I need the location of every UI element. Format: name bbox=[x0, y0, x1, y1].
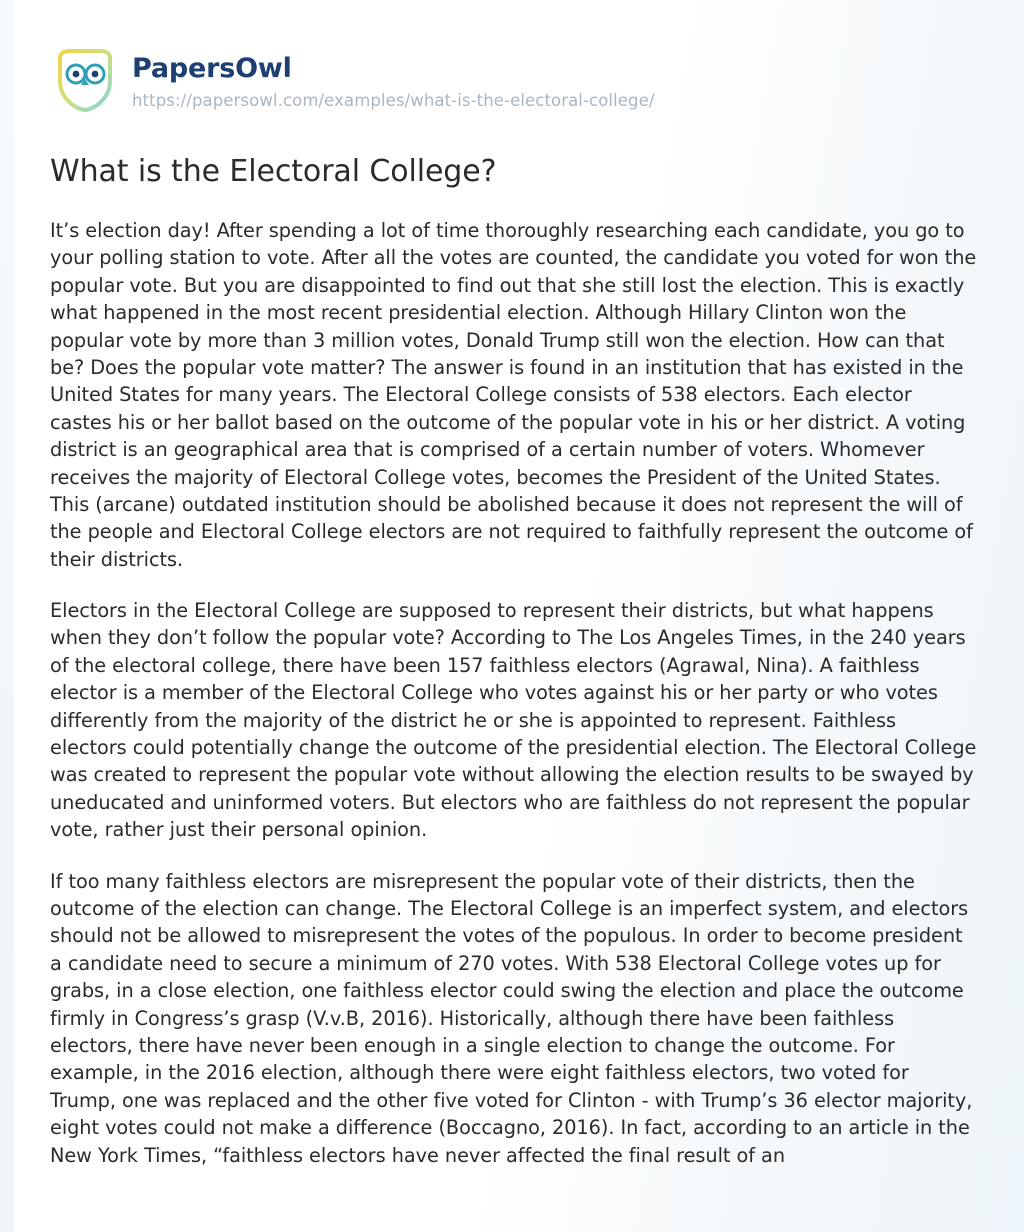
brand-name: PapersOwl bbox=[132, 53, 292, 84]
article-body bbox=[50, 217, 978, 1169]
paragraph: It’s election day! After spending a lot of time thoroughly researching each candidate, you go to your polling station to vote. After all the votes are counted, the candidate you voted for won the popular vote. But you are disappointed to find out that she still lost the election. This is exactly what happened in the most recent presidential election. Although Hillary Clinton won the popular vote by more than 3 million votes, Donald Trump still won the election. How can that be? Does the popular vote matter? The answer is found in an institution that has existed in the United States for many years. The Electoral College consists of 538 electors. Each elector castes his or her ballot based on the outcome of the popular vote in his or her district. A voting district is an geographical area that is comprised of a certain number of voters. Whomever receives the majority of Electoral College votes, becomes the President of the United States. This (arcane) outdated institution should be abolished because it does not represent the will of the people and Electoral College electors are not required to faithfully represent the outcome of their districts. bbox=[50, 219, 977, 571]
site-header bbox=[46, 48, 978, 112]
brand-block bbox=[132, 48, 655, 110]
owl-logo-icon bbox=[54, 48, 116, 112]
paragraph: Electors in the Electoral College are supposed to represent their districts, but what happens when they don’t follow the popular vote? According to The Los Angeles Times, in the 240 years of the electoral college, there have been 157 faithless electors (Agrawal, Nina). A faithless elector is a member of the Electoral College who votes against his or her party or who votes differently from the majority of the district he or she is appointed to represent. Faithless electors could potentially change the outcome of the presidential election. The Electoral College was created to represent the popular vote without allowing the election results to be swayed by uneducated and uninformed voters. But electors who are faithless do not represent the popular vote, rather just their personal opinion. bbox=[50, 599, 977, 842]
page-title: What is the Electoral College? bbox=[50, 154, 497, 189]
source-url[interactable]: https://papersowl.com/examples/what-is-the-electoral-college/ bbox=[132, 90, 655, 110]
paragraph: If too many faithless electors are misrepresent the popular vote of their districts, then the outcome of the election can change. The Electoral College is an imperfect system, and electors should not be allowed to misrepresent the votes of the populous. In order to become president a candidate need to secure a minimum of 270 votes. With 538 Electoral College votes up for grabs, in a close election, one faithless elector could swing the election and place the outcome firmly in Congress’s grasp (V.v.B, 2016). Historically, although there have been faithless electors, there have never been enough in a single election to change the outcome. For example, in the 2016 election, although there were eight faithless electors, two voted for Trump, one was replaced and the other five voted for Clinton - with Trump’s 36 elector majority, eight votes could not make a difference (Boccagno, 2016). In fact, according to an article in the New York Times, “faithless electors have never affected the final result of an bbox=[50, 869, 973, 1167]
article bbox=[46, 154, 978, 1169]
